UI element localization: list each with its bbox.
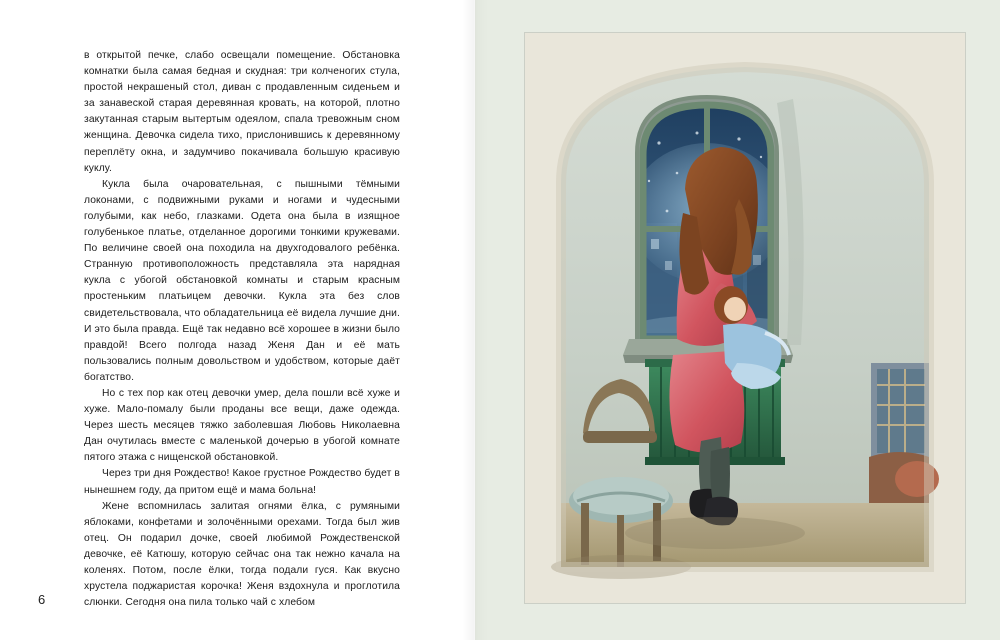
paragraph: Жене вспомнилась залитая огнями ёлка, с румяными яблоками, конфетами и золочёнными орехами. Тогда был жив отец. Он подарил дочке, своей любимой Рождественской девочке, её Катюшу, которую сейчас она так нежно качала на коленях. Потом, после ёлки, тогда подали гуся. Как вкусно хрустела поджаристая корочка! Женя вздохнула и проглотила слюнки. Сегодня она пила только чай с хлебом bbox=[84, 500, 400, 609]
paragraph: Кукла была очаровательная, с пышными тёмными локонами, с подвижными руками и ногами и чудесными голубыми, как небо, глазками. Одета она была в изящное голубенькое платье, отделанное дорогими тонкими кружевами. По величине своей она походила на двухгодовалого ребёнка. Странную противоположность представляла эта нарядная кукла с убогой обстановкой комнаты и старым красным простеньким платьицем девочки. Кукла эта без слов свидетельствовала, что обладательница её видела лучшие дни. И это была правда. Ещё так недавно всё хорошее в жизни было правдой! Всего полгода назад Женя Дан и её мать пользовались полным довольством и удобством, которые даёт богатство. bbox=[84, 178, 400, 383]
left-page bbox=[0, 0, 475, 640]
paragraph: Через три дня Рождество! Какое грустное Рождество будет в нынешнем году, да притом ещё и мама больна! bbox=[84, 468, 400, 496]
painted-scene bbox=[551, 67, 939, 579]
paragraph: в открытой печке, слабо освещали помещение. Обстановка комнатки была самая бедная и скудная: три колченогих стула, простой некрашеный стол, диван с продавленным сиденьем и за занавеской старая деревянная кровать, на которой, плотно закутанная старым вытертым одеялом, спала тревожным сном женщина. Девочка сидела тихо, прислонившись к деревянному переплёту окна, и задумчиво покачивала большую красивую куклу. bbox=[84, 50, 400, 174]
right-page bbox=[475, 0, 1000, 640]
page-number: 6 bbox=[38, 592, 46, 607]
body-text-column bbox=[84, 48, 400, 611]
paragraph: Но с тех пор как отец девочки умер, дела пошли всё хуже и хуже. Мало-помалу были проданы все вещи, даже одежда. Через шесть месяцев тяжко заболевшая Любовь Николаевна Дан очутилась вместе с маленькой дочерью в убогой комнате пятого этажа с нищенской обстановкой. bbox=[84, 387, 400, 464]
girl-with-doll-at-window-illustration bbox=[525, 33, 965, 603]
illustration-artwork bbox=[525, 33, 965, 603]
